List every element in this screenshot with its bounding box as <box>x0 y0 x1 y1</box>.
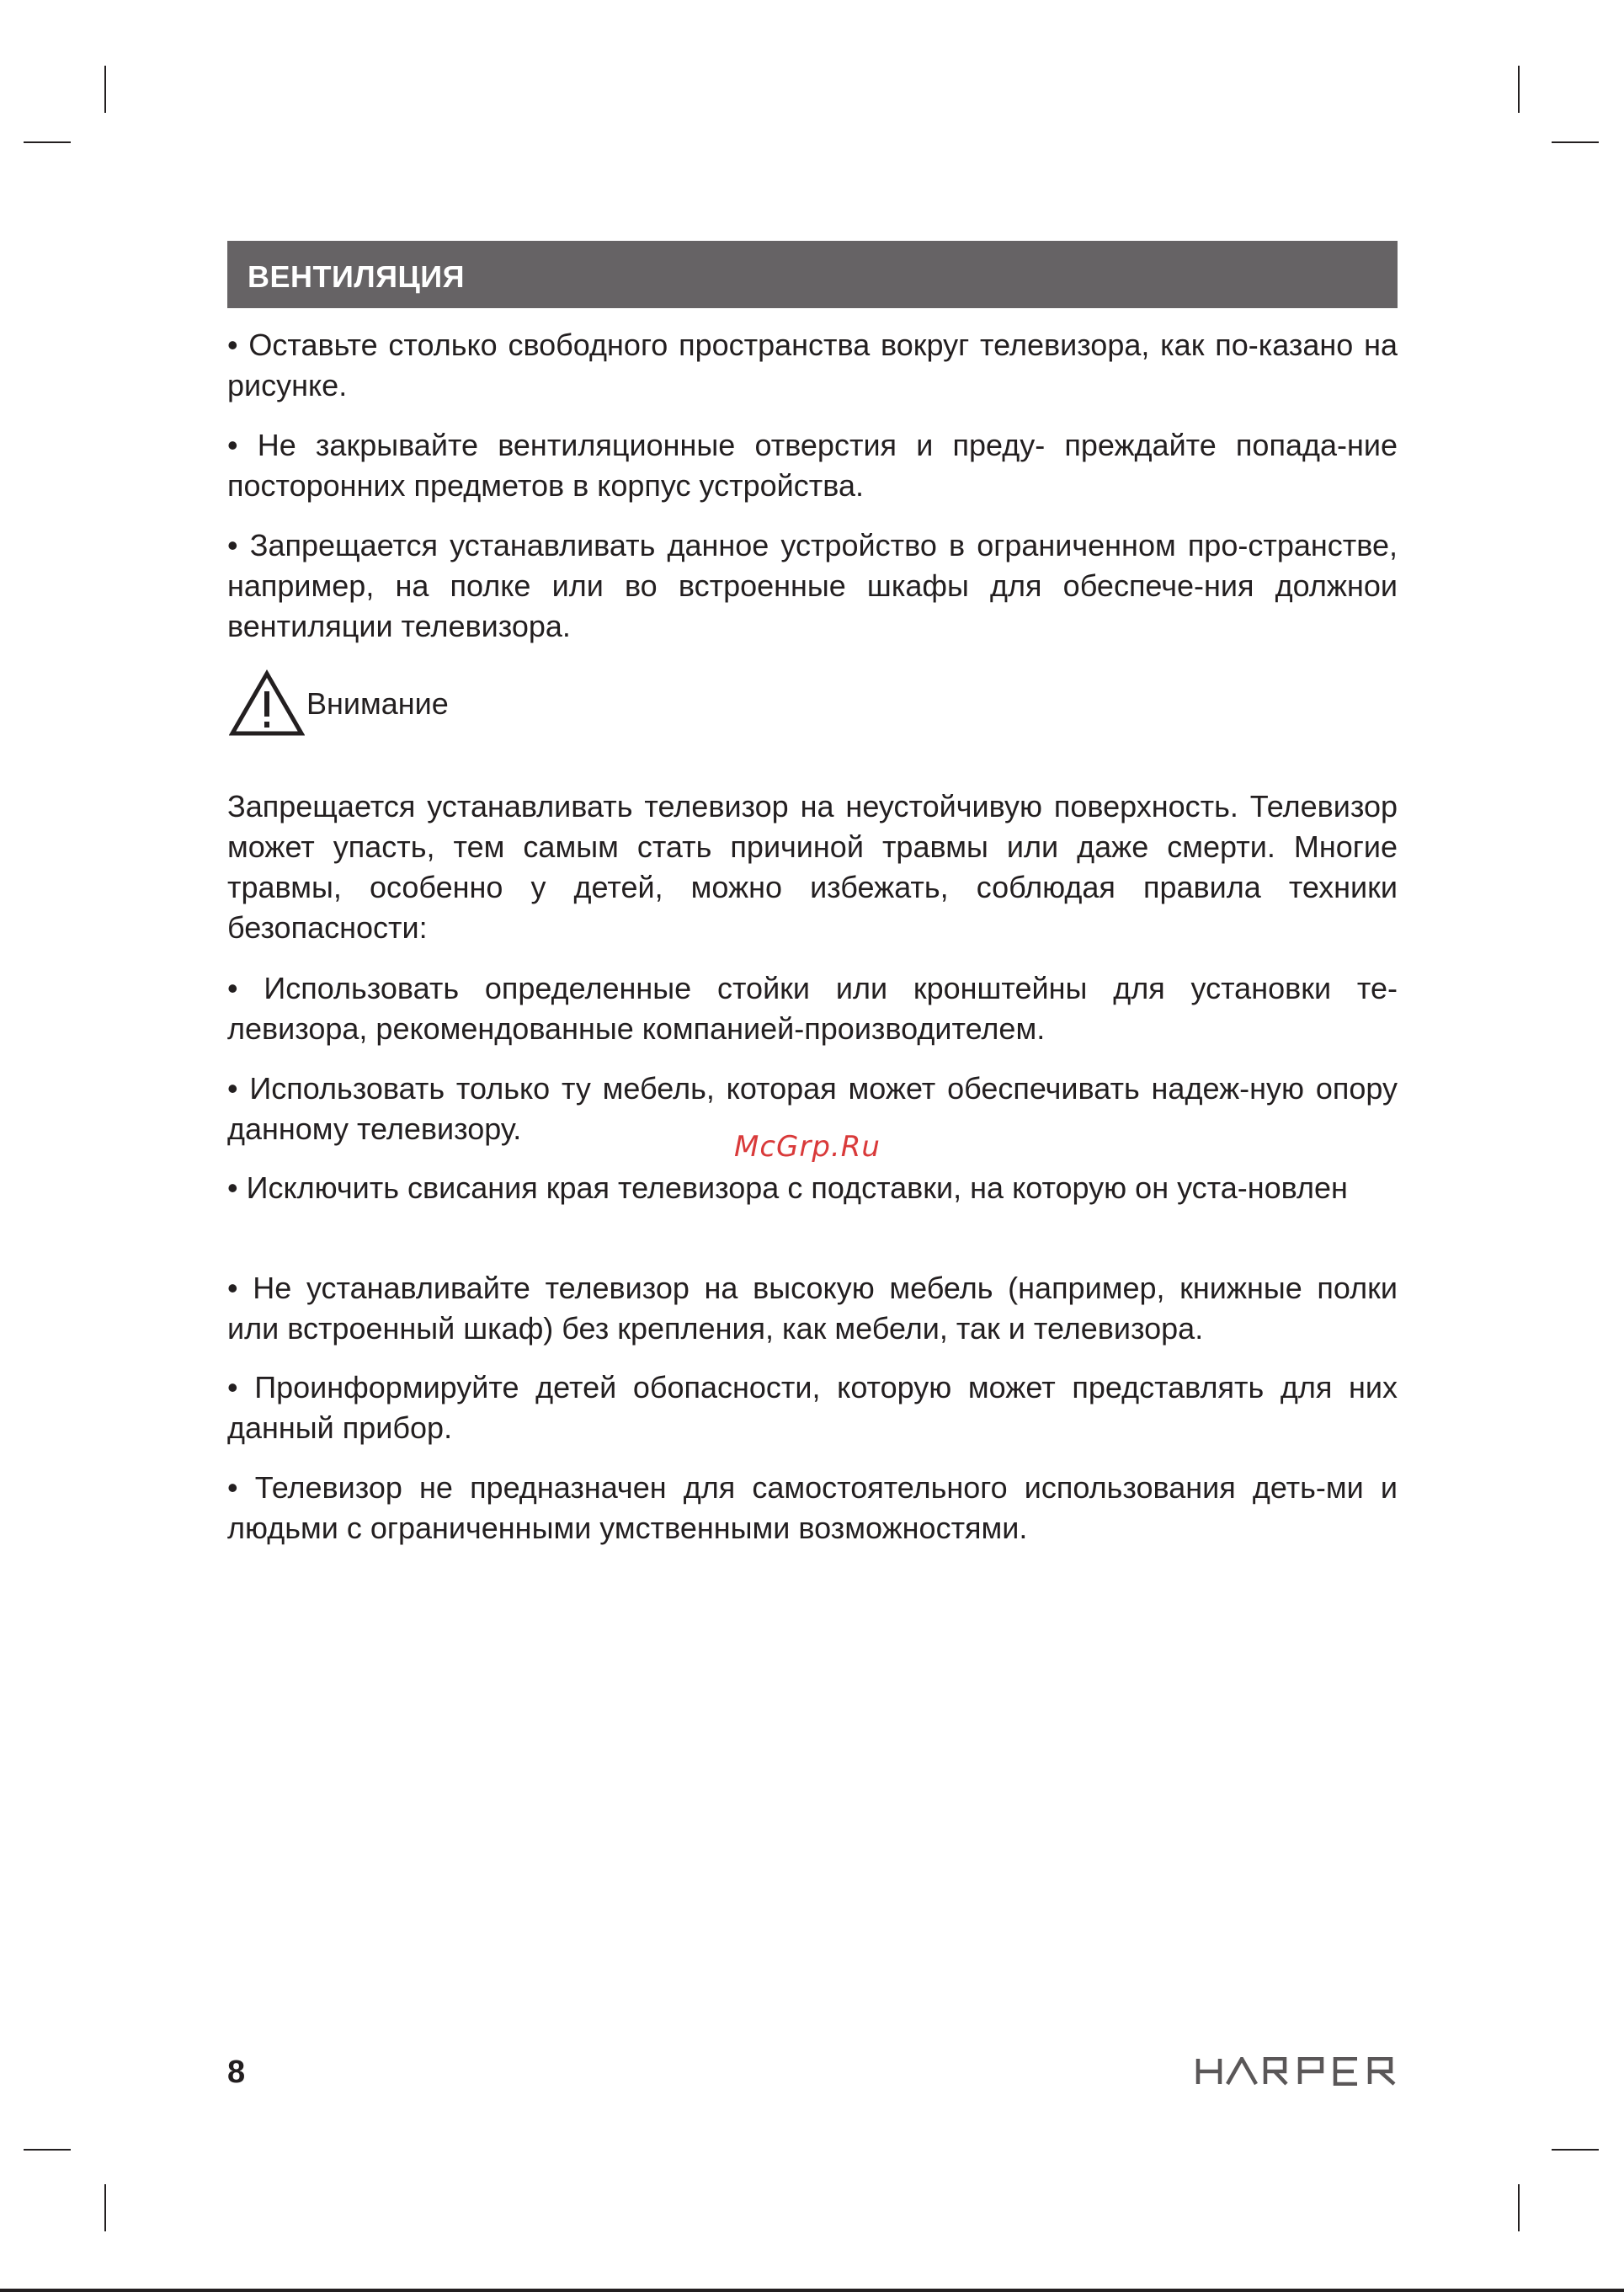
ventilation-item: • Оставьте столько свободного пространства вокруг телевизора, как по-казано на рисунке. <box>227 328 1398 402</box>
warning-triangle-icon <box>229 669 305 737</box>
safety-item: • Использовать определенные стойки или кронштейны для установки те-левизора, рекомендованные компанией-производителем. <box>227 971 1398 1046</box>
crop-mark-top-right-horizontal <box>1552 141 1599 143</box>
crop-mark-top-left-vertical <box>104 66 106 113</box>
warning-label: Внимание <box>306 686 449 721</box>
crop-mark-top-right-vertical <box>1518 66 1520 113</box>
watermark: McGrp.Ru <box>734 1130 881 1164</box>
section-title: ВЕНТИЛЯЦИЯ <box>248 259 466 294</box>
ventilation-item: • Запрещается устанавливать данное устройство в ограниченном про-странстве, например, на полке или во встроенные шкафы для обеспече-ния должнои вентиляции телевизора. <box>227 528 1398 643</box>
ventilation-item: • Не закрывайте вентиляционные отверстия и преду- преждайте попада-ние посторонних предметов в корпус устройства. <box>227 428 1398 503</box>
crop-mark-bottom-left-horizontal <box>24 2149 71 2151</box>
crop-mark-bottom-right-vertical <box>1518 2184 1520 2231</box>
crop-mark-top-left-horizontal <box>24 141 71 143</box>
safety-item: • Использовать только ту мебель, которая может обеспечивать надеж-ную опору данному телевизору. <box>227 1071 1398 1146</box>
safety-item: • Проинформируйте детей обопасности, которую может представлять для них данный прибор. <box>227 1370 1398 1445</box>
section-header-bar <box>227 241 1398 308</box>
brand-logo <box>1195 2057 1399 2086</box>
bottom-edge-rule <box>0 2289 1624 2292</box>
crop-mark-bottom-right-horizontal <box>1552 2149 1599 2151</box>
safety-item: • Телевизор не предназначен для самостоятельного использования деть-ми и людьми с ограниченными умственными возможностями. <box>227 1470 1398 1545</box>
warning-intro: Запрещается устанавливать телевизор на неустойчивую поверхность. Телевизор может упасть, тем самым стать причиной травмы или даже смерти. Многие травмы, особенно у детей, можно избежать, соблюдая правила техники безопасности: <box>227 789 1398 945</box>
safety-item: • Не устанавливайте телевизор на высокую мебель (например, книжные полки или встроенный шкаф) без крепления, как мебели, так и телевизора. <box>227 1271 1398 1346</box>
page-number: 8 <box>227 2055 246 2090</box>
crop-mark-bottom-left-vertical <box>104 2184 106 2231</box>
safety-item: • Исключить свисания края телевизора с подставки, на которую он уста-новлен <box>227 1170 1348 1205</box>
